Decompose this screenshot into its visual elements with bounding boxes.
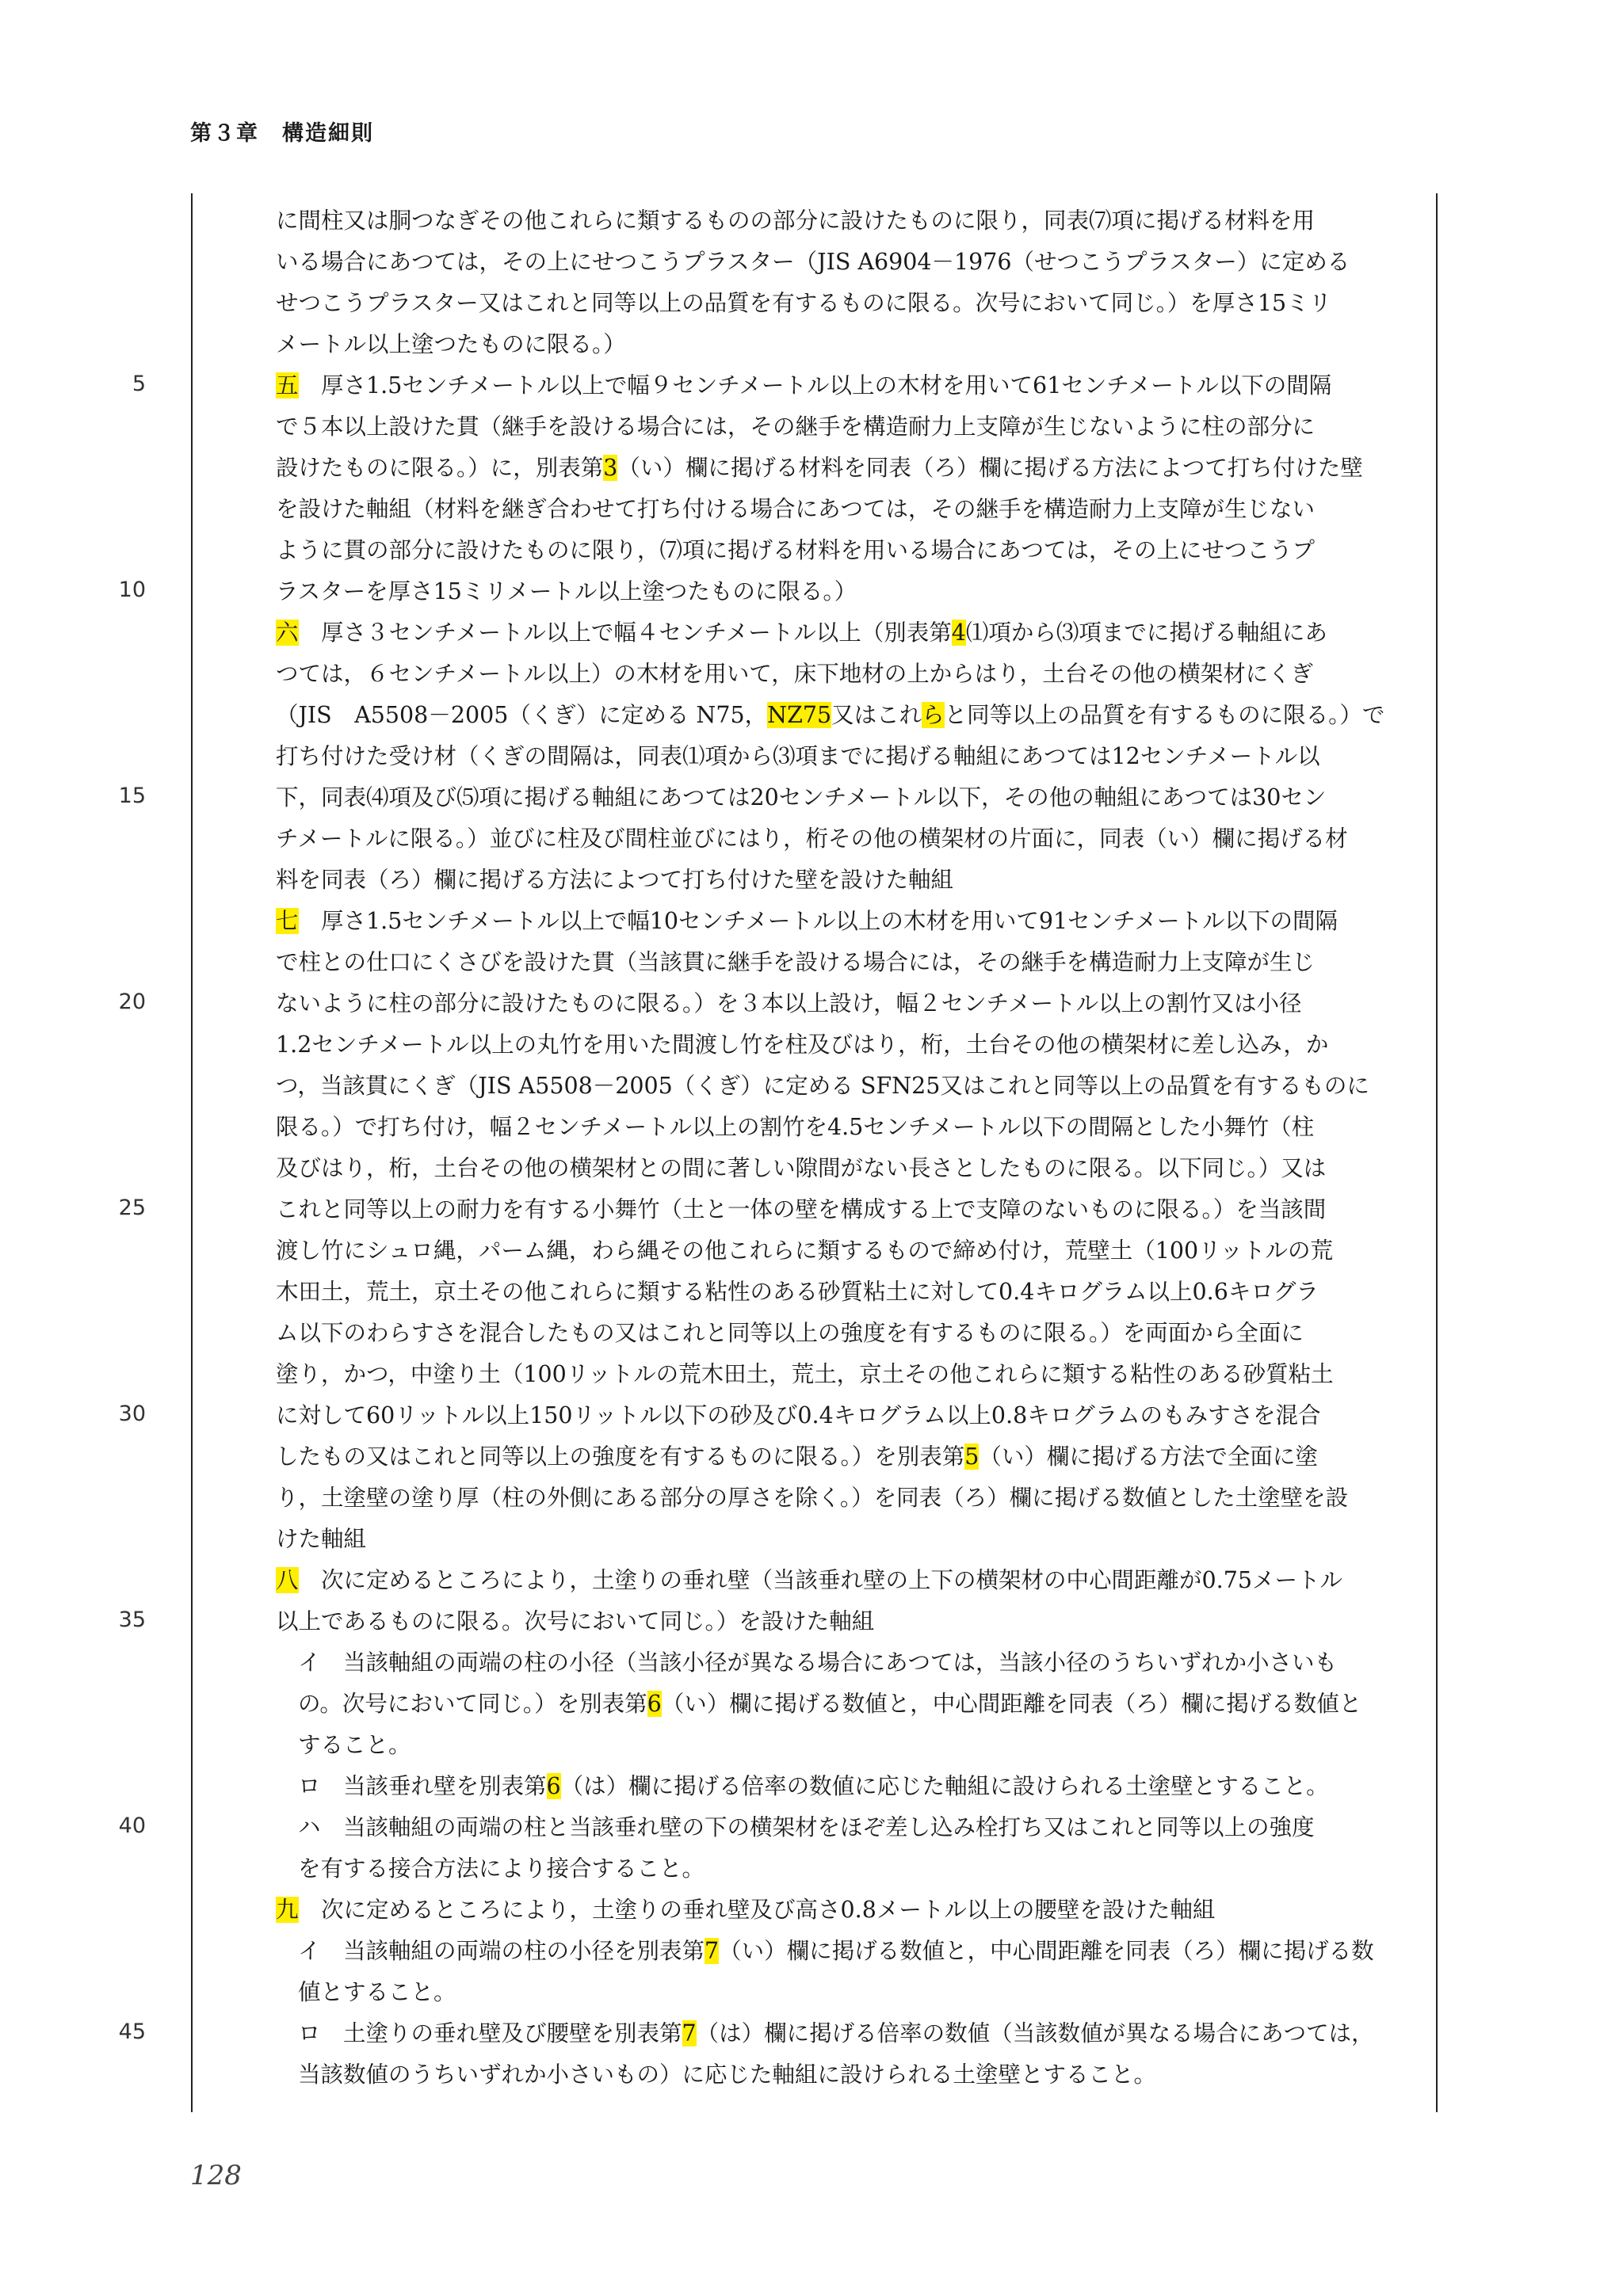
text-segment: せつこうプラスター又はこれと同等以上の品質を有するものに限る。次号において同じ。）を厚さ15ミリ bbox=[276, 290, 1332, 316]
chapter-header: 第３章 構造細則 bbox=[190, 121, 374, 146]
highlighted-text: 7 bbox=[682, 2020, 697, 2046]
text-segment: 打ち付けた受け材（くぎの間隔は，同表⑴項から⑶項までに掲げる軸組にあつては12センチメートル以 bbox=[276, 743, 1320, 769]
text-line bbox=[276, 1272, 1417, 1313]
text-line bbox=[276, 1560, 1417, 1601]
highlighted-text: 6 bbox=[647, 1691, 662, 1717]
text-line bbox=[276, 1024, 1417, 1066]
line-number: 30 bbox=[118, 1402, 146, 1426]
text-segment: けた軸組 bbox=[276, 1526, 367, 1552]
text-segment: と同等以上の品質を有するものに限る。）で bbox=[944, 702, 1385, 728]
text-segment: を有する接合方法により接合すること。 bbox=[298, 1855, 705, 1882]
text-segment: ロ 土塗りの垂れ壁及び腰壁を別表第 bbox=[298, 2020, 682, 2046]
text-line bbox=[276, 2054, 1417, 2096]
line-number: 10 bbox=[118, 578, 146, 602]
text-line bbox=[276, 2013, 1417, 2054]
text-segment: ラスターを厚さ15ミリメートル以上塗つたものに限る。） bbox=[276, 578, 857, 605]
text-segment: 厚さ1.5センチメートル以上で幅９センチメートル以上の木材を用いて61センチメートル以下の間隔 bbox=[298, 372, 1332, 399]
highlighted-text: 六 bbox=[276, 620, 299, 646]
text-segment: り，土塗壁の塗り厚（柱の外側にある部分の厚さを除く。）を同表（ろ）欄に掲げる数値とした土塗壁を設 bbox=[276, 1485, 1349, 1511]
text-segment: 木田土，荒土，京土その他これらに類する粘性のある砂質粘土に対して0.4キログラム以上0.6キログラ bbox=[276, 1279, 1319, 1305]
text-line bbox=[276, 942, 1417, 983]
line-number: 25 bbox=[118, 1196, 146, 1220]
left-margin-rule bbox=[191, 193, 193, 2112]
text-segment: 次に定めるところにより，土塗りの垂れ壁（当該垂れ壁の上下の横架材の中心間距離が0.75メートル bbox=[298, 1567, 1342, 1593]
text-line bbox=[276, 242, 1417, 283]
highlighted-text: 七 bbox=[276, 908, 299, 934]
text-line bbox=[276, 736, 1417, 777]
highlighted-text: ら bbox=[922, 702, 945, 728]
text-segment: ハ 当該軸組の両端の柱と当該垂れ壁の下の横架材をほぞ差し込み栓打ち又はこれと同等以上の強度 bbox=[298, 1814, 1315, 1840]
text-line bbox=[276, 1848, 1417, 1890]
text-segment: 又はこれ bbox=[831, 702, 922, 728]
text-segment: メートル以上塗つたものに限る。） bbox=[276, 331, 626, 357]
text-line bbox=[276, 365, 1417, 406]
text-segment: 下，同表⑷項及び⑸項に掲げる軸組にあつては20センチメートル以下，その他の軸組にあつては30セン bbox=[276, 784, 1327, 810]
text-segment: （JIS A5508－2005（くぎ）に定める N75， bbox=[276, 702, 768, 728]
text-segment: つては，６センチメートル以上）の木材を用いて，床下地材の上からはり，土台その他の横架材にくぎ bbox=[276, 661, 1314, 687]
text-line bbox=[276, 1230, 1417, 1272]
text-segment: （は）欄に掲げる倍率の数値（当該数値が異なる場合にあつては， bbox=[696, 2020, 1374, 2046]
text-segment: つ，当該貫にくぎ（JIS A5508－2005（くぎ）に定める SFN25又はこれと同等以上の品質を有するものに bbox=[276, 1073, 1369, 1099]
line-number: 40 bbox=[118, 1814, 146, 1838]
text-segment: 及びはり，桁，土台その他の横架材との間に著しい隙間がない長さとしたものに限る。以下同じ。）又は bbox=[276, 1155, 1327, 1181]
text-line bbox=[276, 901, 1417, 942]
text-segment: イ 当該軸組の両端の柱の小径（当該小径が異なる場合にあつては，当該小径のうちいずれか小さいも bbox=[298, 1650, 1338, 1676]
text-line bbox=[276, 1107, 1417, 1148]
text-segment: の。次号において同じ。）を別表第 bbox=[298, 1691, 647, 1717]
text-segment: 厚さ1.5センチメートル以上で幅10センチメートル以上の木材を用いて91センチメートル以下の間隔 bbox=[298, 908, 1338, 934]
text-line bbox=[276, 1395, 1417, 1436]
page-number: 128 bbox=[190, 2160, 242, 2191]
text-segment: （は）欄に掲げる倍率の数値に応じた軸組に設けられる土塗壁とすること。 bbox=[560, 1773, 1329, 1799]
text-segment: （い）欄に掲げる数値と，中心間距離を同表（ろ）欄に掲げる数 bbox=[719, 1938, 1374, 1964]
text-line bbox=[276, 200, 1417, 242]
line-number: 45 bbox=[118, 2019, 146, 2044]
text-segment: 厚さ３センチメートル以上で幅４センチメートル以上（別表第 bbox=[298, 620, 952, 646]
text-segment: 以上であるものに限る。次号において同じ。）を設けた軸組 bbox=[276, 1608, 875, 1634]
highlighted-text: 6 bbox=[546, 1773, 561, 1799]
text-segment: いる場合にあつては，その上にせつこうプラスター（JIS A6904－1976（せつこうプラスター）に定める bbox=[276, 249, 1350, 275]
text-segment: 渡し竹にシュロ縄，パーム縄，わら縄その他これらに類するもので締め付け，荒壁土（100リットルの荒 bbox=[276, 1238, 1334, 1264]
text-segment: を設けた軸組（材料を継ぎ合わせて打ち付ける場合にあつては，その継手を構造耐力上支障が生じない bbox=[276, 496, 1316, 522]
text-line bbox=[276, 1189, 1417, 1230]
text-line bbox=[276, 571, 1417, 612]
text-line bbox=[276, 406, 1417, 448]
highlighted-text: 5 bbox=[964, 1444, 980, 1470]
text-segment: （い）欄に掲げる材料を同表（ろ）欄に掲げる方法によつて打ち付けた壁 bbox=[617, 455, 1363, 481]
text-segment: 塗り，かつ，中塗り土（100リットルの荒木田土，荒土，京土その他これらに類する粘性のある砂質粘土 bbox=[276, 1361, 1334, 1387]
text-line bbox=[276, 324, 1417, 365]
text-segment: ように貫の部分に設けたものに限り，⑺項に掲げる材料を用いる場合にあつては，その上にせつこうプ bbox=[276, 537, 1316, 563]
text-segment: 次に定めるところにより，土塗りの垂れ壁及び高さ0.8メートル以上の腰壁を設けた軸組 bbox=[298, 1897, 1216, 1923]
text-segment: これと同等以上の耐力を有する小舞竹（土と一体の壁を構成する上で支障のないものに限る。）を当該間 bbox=[276, 1196, 1327, 1222]
body-text bbox=[276, 200, 1417, 2096]
text-line bbox=[276, 983, 1417, 1024]
text-segment: で５本以上設けた貫（継手を設ける場合には，その継手を構造耐力上支障が生じないように柱の部分に bbox=[276, 414, 1316, 440]
text-segment: ム以下のわらすさを混合したもの又はこれと同等以上の強度を有するものに限る。）を両面から全面に bbox=[276, 1320, 1304, 1346]
right-margin-rule bbox=[1436, 193, 1438, 2112]
text-segment: （い）欄に掲げる数値と，中心間距離を同表（ろ）欄に掲げる数値と bbox=[661, 1691, 1362, 1717]
text-line bbox=[276, 1478, 1417, 1519]
text-line bbox=[276, 1725, 1417, 1766]
text-segment: したもの又はこれと同等以上の強度を有するものに限る。）を別表第 bbox=[276, 1444, 965, 1470]
text-segment: （い）欄に掲げる方法で全面に塗 bbox=[979, 1444, 1318, 1470]
text-line bbox=[276, 1354, 1417, 1395]
text-segment: に対して60リットル以上150リットル以下の砂及び0.4キログラム以上0.8キログラムのもみすさを混合 bbox=[276, 1402, 1321, 1428]
text-line bbox=[276, 1642, 1417, 1684]
highlighted-text: 九 bbox=[276, 1897, 299, 1923]
line-number: 15 bbox=[118, 784, 146, 808]
line-number: 5 bbox=[132, 372, 146, 396]
text-line bbox=[276, 489, 1417, 530]
text-line bbox=[276, 1890, 1417, 1931]
text-line bbox=[276, 1972, 1417, 2013]
text-line bbox=[276, 1313, 1417, 1354]
text-line bbox=[276, 777, 1417, 818]
text-line bbox=[276, 612, 1417, 654]
text-segment: ロ 当該垂れ壁を別表第 bbox=[298, 1773, 547, 1799]
text-line bbox=[276, 1766, 1417, 1807]
text-segment: 限る。）で打ち付け，幅２センチメートル以上の割竹を4.5センチメートル以下の間隔とした小舞竹（柱 bbox=[276, 1114, 1315, 1140]
text-segment: ないように柱の部分に設けたものに限る。）を３本以上設け，幅２センチメートル以上の割竹又は小径 bbox=[276, 990, 1302, 1016]
highlighted-text: 3 bbox=[603, 455, 618, 481]
text-segment: チメートルに限る。）並びに柱及び間柱並びにはり，桁その他の横架材の片面に，同表（い）欄に掲げる材 bbox=[276, 826, 1348, 852]
text-segment: に間柱又は胴つなぎその他これらに類するものの部分に設けたものに限り，同表⑺項に掲げる材料を用 bbox=[276, 208, 1316, 234]
text-line bbox=[276, 1807, 1417, 1848]
text-segment: 1.2センチメートル以上の丸竹を用いた間渡し竹を柱及びはり，桁，土台その他の横架材に差し込み，か bbox=[276, 1032, 1329, 1058]
text-segment: すること。 bbox=[298, 1732, 411, 1758]
text-line bbox=[276, 860, 1417, 901]
text-segment: 料を同表（ろ）欄に掲げる方法によつて打ち付けた壁を設けた軸組 bbox=[276, 867, 954, 893]
text-line bbox=[276, 1684, 1417, 1725]
text-line bbox=[276, 654, 1417, 695]
text-line bbox=[276, 695, 1417, 736]
text-line bbox=[276, 1436, 1417, 1478]
text-segment: イ 当該軸組の両端の柱の小径を別表第 bbox=[298, 1938, 705, 1964]
text-line bbox=[276, 1601, 1417, 1642]
text-line bbox=[276, 1066, 1417, 1107]
text-line bbox=[276, 530, 1417, 571]
text-segment: ⑴項から⑶項までに掲げる軸組にあ bbox=[965, 620, 1327, 646]
highlighted-text: 7 bbox=[705, 1938, 720, 1964]
text-line bbox=[276, 818, 1417, 860]
text-segment: 設けたものに限る。）に，別表第 bbox=[276, 455, 604, 481]
text-line bbox=[276, 283, 1417, 324]
highlighted-text: 八 bbox=[276, 1567, 299, 1593]
text-segment: で柱との仕口にくさびを設けた貫（当該貫に継手を設ける場合には，その継手を構造耐力上支障が生じ bbox=[276, 949, 1316, 975]
highlighted-text: NZ75 bbox=[767, 702, 832, 728]
highlighted-text: 4 bbox=[951, 620, 966, 646]
text-segment: 値とすること。 bbox=[298, 1979, 456, 2005]
text-line bbox=[276, 448, 1417, 489]
highlighted-text: 五 bbox=[276, 372, 299, 399]
line-number: 35 bbox=[118, 1608, 146, 1632]
text-line bbox=[276, 1519, 1417, 1560]
line-number: 20 bbox=[118, 990, 146, 1014]
text-line bbox=[276, 1148, 1417, 1189]
text-segment: 当該数値のうちいずれか小さいもの）に応じた軸組に設けられる土塗壁とすること。 bbox=[298, 2061, 1157, 2088]
text-line bbox=[276, 1931, 1417, 1972]
